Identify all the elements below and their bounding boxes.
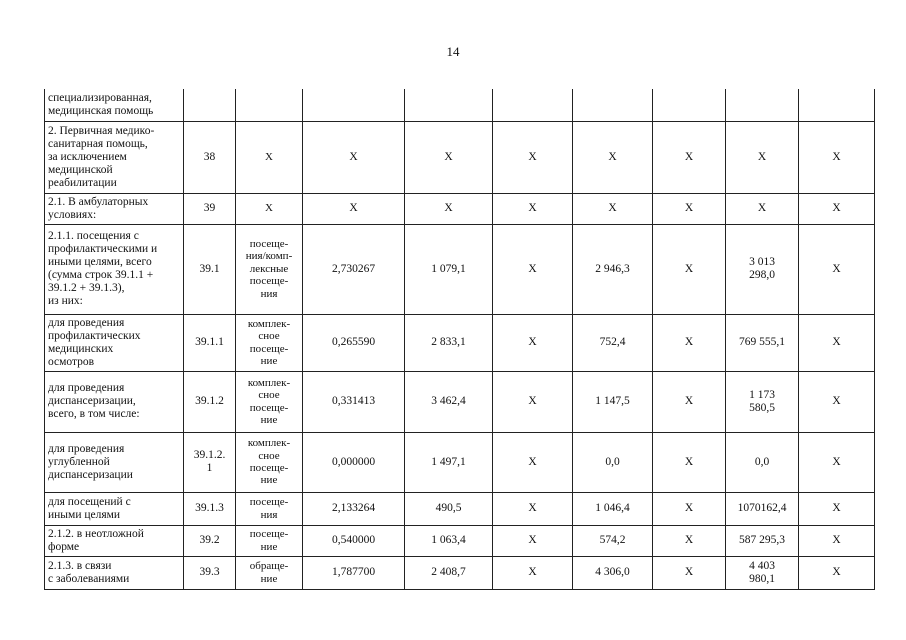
cell-volume-norm: X bbox=[303, 121, 405, 193]
cell-per-capita: 1 046,4 bbox=[573, 492, 653, 525]
cell-per-capita: 4 306,0 bbox=[573, 556, 653, 589]
cell-cost-norm bbox=[405, 89, 493, 121]
cell-cost-norm: X bbox=[405, 121, 493, 193]
cell-cost-total: 1 173 580,5 bbox=[726, 371, 799, 432]
cell-volume-norm: 1,787700 bbox=[303, 556, 405, 589]
cell-unit: X bbox=[236, 193, 303, 224]
cell-cost-total: X bbox=[726, 193, 799, 224]
cell-col-6: X bbox=[493, 432, 573, 492]
cell-unit: X bbox=[236, 121, 303, 193]
cell-cost-norm: 1 063,4 bbox=[405, 525, 493, 556]
cell-col-10: X bbox=[799, 492, 875, 525]
page-number: 14 bbox=[446, 44, 460, 59]
cell-cost-total bbox=[726, 89, 799, 121]
cell-col-8: X bbox=[653, 224, 726, 314]
cell-col-8: X bbox=[653, 314, 726, 371]
cell-volume-norm bbox=[303, 89, 405, 121]
cell-unit bbox=[236, 89, 303, 121]
cell-col-8: X bbox=[653, 371, 726, 432]
cell-cost-norm: X bbox=[405, 193, 493, 224]
cell-cost-total: 769 555,1 bbox=[726, 314, 799, 371]
cell-col-8: X bbox=[653, 492, 726, 525]
cell-line-number: 39.1.2. 1 bbox=[184, 432, 236, 492]
cell-col-6: X bbox=[493, 492, 573, 525]
cell-line-number: 39.3 bbox=[184, 556, 236, 589]
cell-indicator-name: 2.1. В амбулаторных условиях: bbox=[45, 193, 184, 224]
cell-col-10 bbox=[799, 89, 875, 121]
cell-unit: обраще- ние bbox=[236, 556, 303, 589]
cell-unit: комплек- сное посеще- ние bbox=[236, 432, 303, 492]
cell-col-8: X bbox=[653, 556, 726, 589]
cell-cost-total: 587 295,3 bbox=[726, 525, 799, 556]
cell-per-capita: 752,4 bbox=[573, 314, 653, 371]
cell-per-capita: 574,2 bbox=[573, 525, 653, 556]
cell-col-6: X bbox=[493, 556, 573, 589]
cell-col-10: X bbox=[799, 193, 875, 224]
cell-indicator-name: для проведения профилактических медицинских осмотров bbox=[45, 314, 184, 371]
cell-col-10: X bbox=[799, 224, 875, 314]
cell-cost-norm: 3 462,4 bbox=[405, 371, 493, 432]
cell-line-number: 38 bbox=[184, 121, 236, 193]
cell-unit: комплек- сное посеще- ние bbox=[236, 371, 303, 432]
cell-col-6: X bbox=[493, 371, 573, 432]
cell-indicator-name: 2. Первичная медико- санитарная помощь, за исключением медицинской реабилитации bbox=[45, 121, 184, 193]
cell-volume-norm: 0,265590 bbox=[303, 314, 405, 371]
table-row bbox=[45, 89, 875, 121]
cell-col-10: X bbox=[799, 121, 875, 193]
cell-volume-norm: X bbox=[303, 193, 405, 224]
cell-cost-norm: 2 833,1 bbox=[405, 314, 493, 371]
cell-col-10: X bbox=[799, 371, 875, 432]
cell-col-10: X bbox=[799, 432, 875, 492]
cell-line-number: 39 bbox=[184, 193, 236, 224]
cell-cost-norm: 1 079,1 bbox=[405, 224, 493, 314]
cell-volume-norm: 0,540000 bbox=[303, 525, 405, 556]
cell-unit: посеще- ние bbox=[236, 525, 303, 556]
cell-per-capita: 1 147,5 bbox=[573, 371, 653, 432]
table-row bbox=[45, 314, 875, 371]
cell-cost-total: 4 403 980,1 bbox=[726, 556, 799, 589]
cell-indicator-name: для посещений с иными целями bbox=[45, 492, 184, 525]
cell-indicator-name: специализированная, медицинская помощь bbox=[45, 89, 184, 121]
cell-col-6: X bbox=[493, 525, 573, 556]
cell-col-6: X bbox=[493, 224, 573, 314]
cell-indicator-name: для проведения диспансеризации, всего, в том числе: bbox=[45, 371, 184, 432]
cell-per-capita bbox=[573, 89, 653, 121]
table-row bbox=[45, 224, 875, 314]
cell-indicator-name: для проведения углубленной диспансеризации bbox=[45, 432, 184, 492]
table-row bbox=[45, 525, 875, 556]
cell-line-number: 39.1.1 bbox=[184, 314, 236, 371]
cell-line-number: 39.2 bbox=[184, 525, 236, 556]
cell-col-8: X bbox=[653, 121, 726, 193]
cell-cost-total: X bbox=[726, 121, 799, 193]
cell-cost-total: 3 013 298,0 bbox=[726, 224, 799, 314]
cell-col-10: X bbox=[799, 525, 875, 556]
cell-cost-norm: 490,5 bbox=[405, 492, 493, 525]
cell-line-number: 39.1 bbox=[184, 224, 236, 314]
cell-col-10: X bbox=[799, 314, 875, 371]
cell-volume-norm: 2,730267 bbox=[303, 224, 405, 314]
cell-volume-norm: 2,133264 bbox=[303, 492, 405, 525]
cell-line-number: 39.1.2 bbox=[184, 371, 236, 432]
cell-per-capita: 0,0 bbox=[573, 432, 653, 492]
cell-col-10: X bbox=[799, 556, 875, 589]
cell-per-capita: X bbox=[573, 121, 653, 193]
cell-indicator-name: 2.1.3. в связи с заболеваниями bbox=[45, 556, 184, 589]
cell-col-6: X bbox=[493, 121, 573, 193]
table-row bbox=[45, 121, 875, 193]
cell-col-8: X bbox=[653, 432, 726, 492]
cell-cost-norm: 1 497,1 bbox=[405, 432, 493, 492]
cell-volume-norm: 0,331413 bbox=[303, 371, 405, 432]
cell-per-capita: X bbox=[573, 193, 653, 224]
medical-care-table bbox=[44, 89, 875, 590]
table-row bbox=[45, 556, 875, 589]
cell-col-6: X bbox=[493, 314, 573, 371]
cell-col-6 bbox=[493, 89, 573, 121]
cell-volume-norm: 0,000000 bbox=[303, 432, 405, 492]
cell-unit: комплек- сное посеще- ние bbox=[236, 314, 303, 371]
cell-cost-total: 0,0 bbox=[726, 432, 799, 492]
cell-per-capita: 2 946,3 bbox=[573, 224, 653, 314]
cell-cost-norm: 2 408,7 bbox=[405, 556, 493, 589]
cell-col-8: X bbox=[653, 193, 726, 224]
table-row bbox=[45, 432, 875, 492]
cell-unit: посеще- ния/комп- лексные посеще- ния bbox=[236, 224, 303, 314]
table-row bbox=[45, 371, 875, 432]
cell-cost-total: 1070162,4 bbox=[726, 492, 799, 525]
cell-unit: посеще- ния bbox=[236, 492, 303, 525]
table-row bbox=[45, 193, 875, 224]
table-row bbox=[45, 492, 875, 525]
cell-line-number bbox=[184, 89, 236, 121]
cell-col-8: X bbox=[653, 525, 726, 556]
cell-col-6: X bbox=[493, 193, 573, 224]
cell-indicator-name: 2.1.2. в неотложной форме bbox=[45, 525, 184, 556]
cell-line-number: 39.1.3 bbox=[184, 492, 236, 525]
cell-indicator-name: 2.1.1. посещения с профилактическими и иными целями, всего (сумма строк 39.1.1 + 39.1.2 + 39.1.3), из них: bbox=[45, 224, 184, 314]
cell-col-8 bbox=[653, 89, 726, 121]
